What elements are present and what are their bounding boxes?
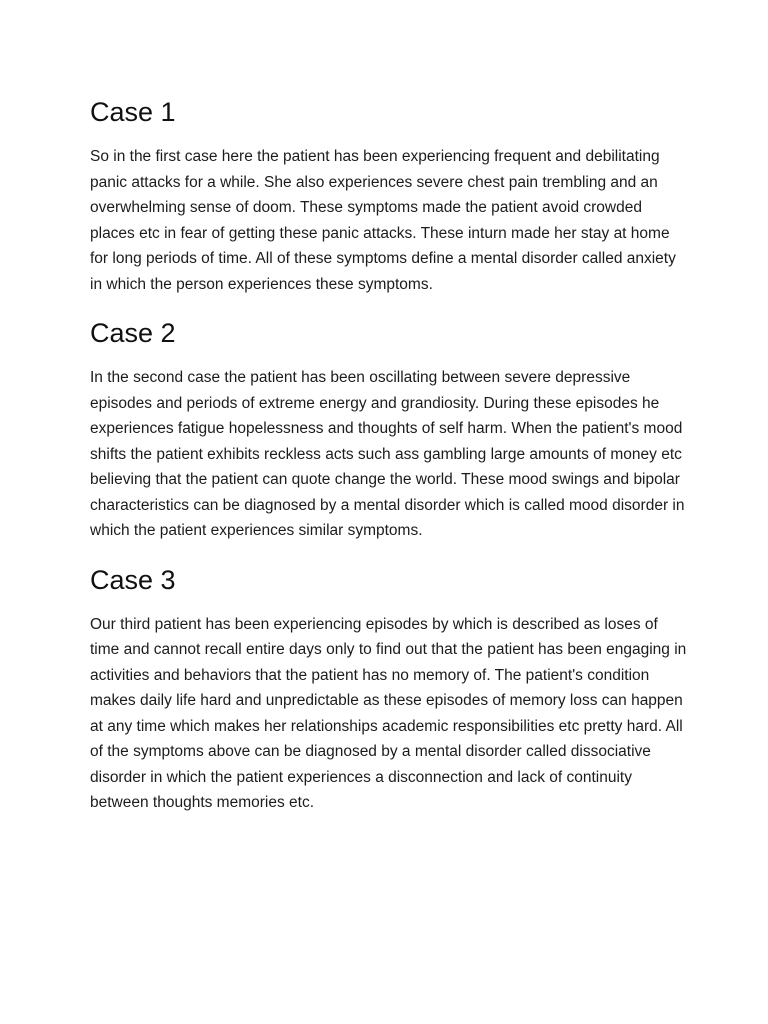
case-2-section bbox=[90, 315, 690, 544]
case-3-body: Our third patient has been experiencing episodes by which is described as loses of time and cannot recall entire days only to find out that the patient has been engaging in activities and behaviors that the patient has no memory of. The patient's condition makes daily life hard and unpredictable as these episodes of memory loss can happen at any time which makes her relationships academic responsibilities etc pretty hard. All of the symptoms above can be diagnosed by a mental disorder called dissociative disorder in which the patient experiences a disconnection and lack of continuity between thoughts memories etc. bbox=[90, 615, 687, 811]
case-3-heading: Case 3 bbox=[90, 564, 176, 595]
document-page bbox=[90, 94, 690, 834]
case-3-section bbox=[90, 562, 690, 816]
case-1-section bbox=[90, 94, 690, 297]
case-1-body: So in the first case here the patient has been experiencing frequent and debilitating panic attacks for a while. She also experiences severe chest pain trembling and an overwhelming sense of doom. These symptoms made the patient avoid crowded places etc in fear of getting these panic attacks. These inturn made her stay at home for long periods of time. All of these symptoms define a mental disorder called anxiety in which the person experiences these symptoms. bbox=[90, 148, 676, 293]
case-2-heading: Case 2 bbox=[90, 318, 176, 348]
case-2-body: In the second case the patient has been oscillating between severe depressive episodes and periods of extreme energy and grandiosity. During these episodes he experiences fatigue hopelessness and thoughts of self harm. When the patient's mood shifts the patient exhibits reckless acts such ass gambling large amounts of money etc believing that the patient can quote change the world. These mood swings and bipolar characteristics can be diagnosed by a mental disorder which is called mood disorder in which the patient experiences similar symptoms. bbox=[90, 369, 685, 539]
case-1-heading: Case 1 bbox=[90, 97, 176, 127]
